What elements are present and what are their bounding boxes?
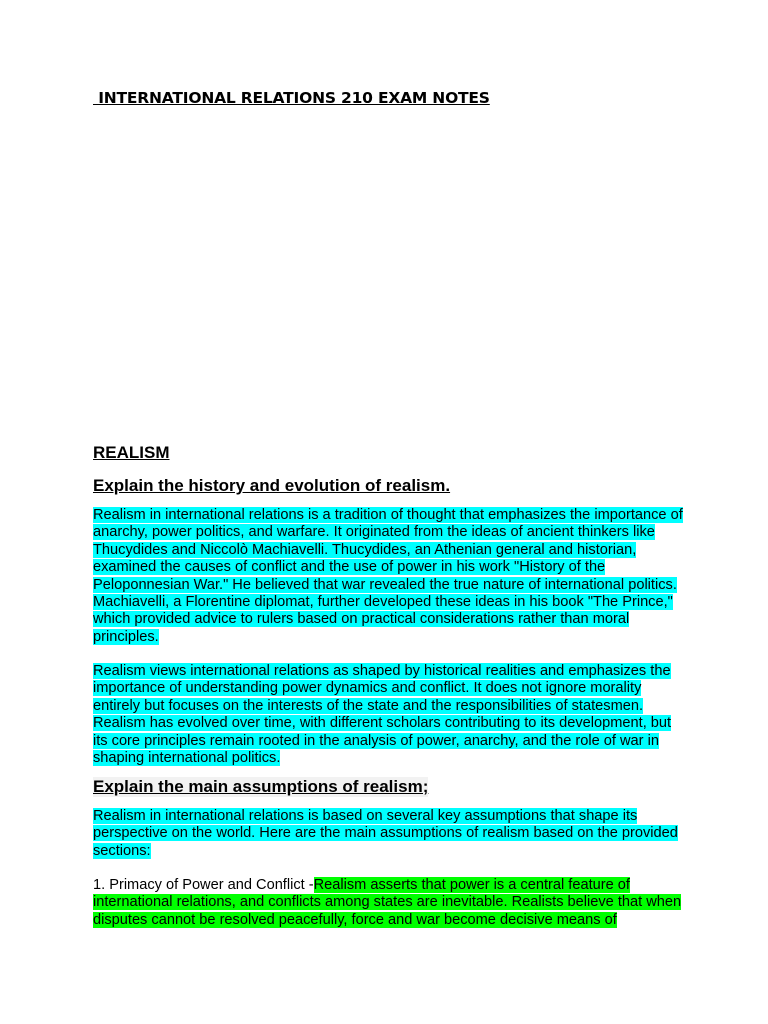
highlighted-text: Realism in international relations is a tradition of thought that emphasizes the importance of anarchy, power politics, and warfare. It originated from the ideas of ancient thinkers like Thucydides and Niccolò Machiavelli. Thucydides, an Athenian general and historian, examined the causes of conflict and the use of power in his work "History of the Peloponnesian War." He believed that war revealed the true nature of international politics. Machiavelli, a Florentine diplomat, further developed these ideas in his book "The Prince," which provided advice to rulers based on practical considerations rather than moral principles. bbox=[93, 507, 683, 645]
list-item-primacy-of-power bbox=[93, 877, 683, 929]
highlighted-text: Realism in international relations is based on several key assumptions that shape its perspective on the world. Here are the main assumptions of realism based on the provided sections: bbox=[93, 808, 678, 859]
document-title: INTERNATIONAL RELATIONS 210 EXAM NOTES bbox=[93, 89, 490, 107]
list-item-label: 1. Primacy of Power and Conflict - bbox=[93, 877, 314, 893]
paragraph-history bbox=[93, 507, 683, 646]
section-heading-realism: REALISM bbox=[93, 443, 170, 462]
paragraph-assumptions-intro bbox=[93, 808, 683, 860]
highlighted-text: Realism asserts that power is a central feature of international relations, and conflicts among states are inevitable. Realists believe that when disputes cannot be resolved peacefully, force and war become decisive means of bbox=[93, 877, 682, 928]
question-heading-assumptions: Explain the main assumptions of realism; bbox=[93, 777, 429, 796]
highlighted-text: Realism views international relations as shaped by historical realities and emphasizes the importance of understanding power dynamics and conflict. It does not ignore morality entirely but focuses on the interests of the state and the responsibilities of statesmen. Realism has evolved over time, with different scholars contributing to its development, but its core principles remain rooted in the analysis of power, anarchy, and the role of war in shaping international politics. bbox=[93, 663, 672, 767]
question-heading-history: Explain the history and evolution of realism. bbox=[93, 476, 451, 495]
paragraph-evolution bbox=[93, 663, 683, 767]
